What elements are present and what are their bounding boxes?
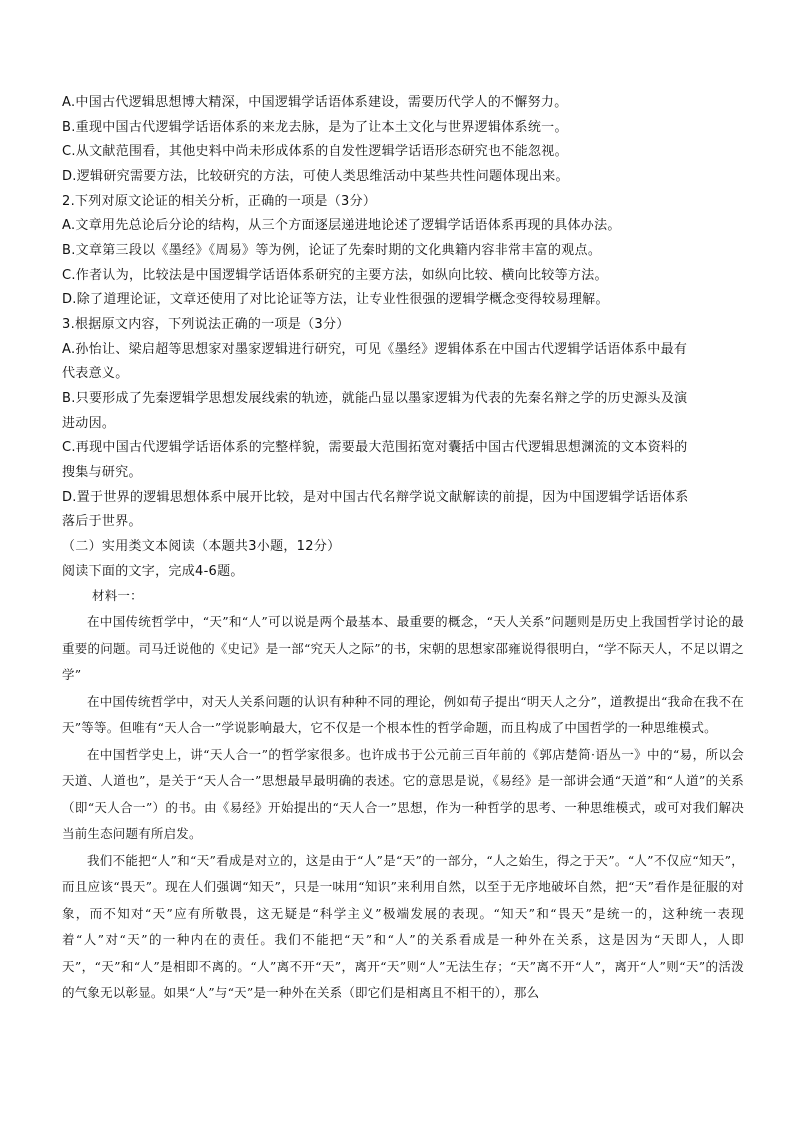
q2-stem: 2.下列对原文论证的相关分析，正确的一项是（3分） bbox=[62, 194, 377, 209]
q3-stem: 3.根据原文内容，下列说法正确的一项是（3分） bbox=[62, 317, 350, 332]
q3-option-b-line-1: B.只要形成了先秦逻辑学思想发展线索的轨迹，就能凸显以墨家逻辑为代表的先秦名辩之学的历史源头及演 bbox=[62, 391, 688, 406]
q2-option-b: B.文章第三段以《墨经》《周易》等为例，论证了先秦时期的文化典籍内容非常丰富的观点。 bbox=[62, 243, 602, 258]
section-instruction: 阅读下面的文字，完成4-6题。 bbox=[62, 564, 244, 579]
q3-option-a-line-2: 代表意义。 bbox=[62, 366, 129, 381]
q2-option-c: C.作者认为，比较法是中国逻辑学话语体系研究的主要方法，如纵向比较、横向比较等方法。 bbox=[62, 268, 608, 283]
material-label: 材料一： bbox=[92, 588, 143, 603]
q3-option-b-line-2: 进动因。 bbox=[62, 416, 116, 431]
material-paragraph-3: 在中国哲学史上，讲“天人合一”的哲学家很多。也许成书于公元前三百年前的《郭店楚简·语丛一》中的“易，所以会天道、人道也”，是关于“天人合一”思想最早最明确的表述。它的意思是说，《易经》是一部讲会通“天道”和“人道”的关系（即“天人合一”）的书。由《易经》开始提出的“天人合一”思想，作为一种哲学的思考、一种思维模式，或可对我们解决当前生态问题有所启发。 bbox=[62, 746, 744, 841]
q3-option-c-line-2: 搜集与研究。 bbox=[62, 465, 142, 480]
q2-option-a: A.文章用先总论后分论的结构，从三个方面逐层递进地论述了逻辑学话语体系再现的具体办法。 bbox=[62, 218, 621, 233]
q1-option-a: A.中国古代逻辑思想博大精深，中国逻辑学话语体系建设，需要历代学人的不懈努力。 bbox=[62, 95, 568, 110]
q3-option-d-line-1: D.置于世界的逻辑思想体系中展开比较，是对中国古代名辩学说文献解读的前提，因为中国逻辑学话语体系 bbox=[62, 490, 689, 505]
material-paragraph-2: 在中国传统哲学中，对天人关系问题的认识有种种不同的理论，例如荀子提出“明天人之分”，道教提出“我命在我不在天”等等。但唯有“天人合一”学说影响最大，它不仅是一个根本性的哲学命题，而且构成了中国哲学的一种思维模式。 bbox=[62, 693, 744, 735]
material-paragraph-1: 在中国传统哲学中，“天”和“人”可以说是两个最基本、最重要的概念，“天人关系”问题则是历史上我国哲学讨论的最重要的问题。司马迁说他的《史记》是一部“究天人之际”的书，宋朝的思想家邵雍说得很明白，“学不际天人，不足以谓之学” bbox=[62, 614, 744, 682]
q2-option-d: D.除了道理论证，文章还使用了对比论证等方法，让专业性很强的逻辑学概念变得较易理解。 bbox=[62, 292, 609, 307]
q1-option-c: C.从文献范围看，其他史料中尚未形成体系的自发性逻辑学话语形态研究也不能忽视。 bbox=[62, 144, 568, 159]
material-paragraph-4: 我们不能把“人”和“天”看成是对立的，这是由于“人”是“天”的一部分，“人之始生，得之于天”。“人”不仅应“知天”，而且应该“畏天”。现在人们强调“知天”，只是一味用“知识”来利用自然，以至于无序地破坏自然，把“天”看作是征服的对象，而不知对“天”应有所敬畏，这无疑是“科学主义”极端发展的表现。“知天”和“畏天”是统一的，这种统一表现着“人”对“天”的一种内在的责任。我们不能把“天”和“人”的关系看成是一种外在关系，这是因为“天即人，人即天”，“天”和“人”是相即不离的。“人”离不开“天”，离开“天”则“人”无法生存；“天”离不开“人”，离开“人”则“天”的活泼的气象无以彰显。如果“人”与“天”是一种外在关系（即它们是相离且不相干的），那么 bbox=[62, 852, 744, 1000]
q1-option-d: D.逻辑研究需要方法，比较研究的方法，可使人类思维活动中某些共性问题体现出来。 bbox=[62, 169, 569, 184]
section-heading: （二）实用类文本阅读（本题共3小题，12分） bbox=[62, 539, 341, 554]
q3-option-a-line-1: A.孙怡让、梁启超等思想家对墨家逻辑进行研究，可见《墨经》逻辑体系在中国古代逻辑学话语体系中最有 bbox=[62, 342, 688, 357]
q3-option-c-line-1: C.再现中国古代逻辑学话语体系的完整样貌，需要最大范围拓宽对囊括中国古代逻辑思想渊流的文本资料的 bbox=[62, 440, 688, 455]
material-one bbox=[62, 583, 744, 1007]
q1-option-b: B.重现中国古代逻辑学话语体系的来龙去脉，是为了让本土文化与世界逻辑体系统一。 bbox=[62, 120, 568, 135]
q3-option-d-line-2: 落后于世界。 bbox=[62, 514, 142, 529]
